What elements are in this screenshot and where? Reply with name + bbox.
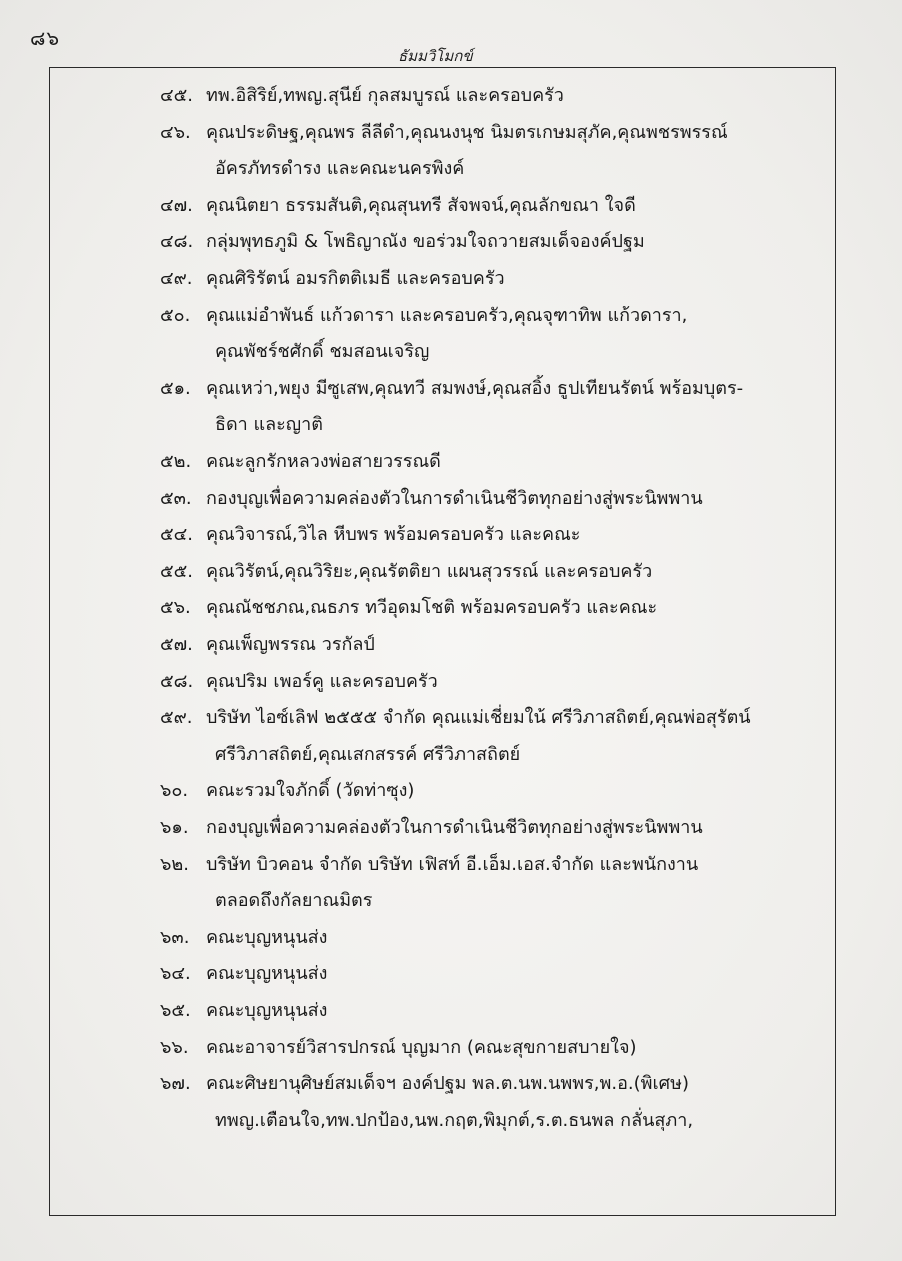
entry-text: คุณแม่อำพันธ์ แก้วดารา และครอบครัว,คุณจุฑาทิพ แก้วดารา,: [206, 305, 688, 326]
entry-text: อัครภัทรดำรง และคณะนครพิงค์: [215, 158, 465, 179]
list-item: [160, 523, 580, 547]
entry-text: คณะรวมใจภักดิ์ (วัดท่าซุง): [206, 780, 415, 801]
list-item: [160, 706, 751, 730]
list-item: [160, 487, 703, 511]
list-item: [160, 962, 327, 986]
list-item: [160, 84, 564, 108]
entry-text: กลุ่มพุทธภูมิ & โพธิญาณัง ขอร่วมใจถวายสมเด็จองค์ปฐม: [206, 231, 645, 252]
entry-number: ๕๒.: [160, 451, 192, 472]
list-item: [160, 596, 657, 620]
entry-number: ๖๒.: [160, 854, 190, 875]
list-item: [160, 194, 636, 218]
entry-text: คุณวิรัตน์,คุณวิริยะ,คุณรัตติยา แผนสุวรรณ์ และครอบครัว: [206, 561, 653, 582]
list-item: [160, 999, 327, 1023]
entry-text: กองบุญเพื่อความคล่องตัวในการดำเนินชีวิตทุกอย่างสู่พระนิพพาน: [206, 817, 703, 838]
entry-number: ๔๗.: [160, 195, 193, 216]
entry-number: ๕๗.: [160, 634, 193, 655]
entry-number: ๖๔.: [160, 963, 191, 984]
list-item: [160, 304, 687, 328]
entry-number: ๕๕.: [160, 561, 193, 582]
entry-number: ๔๕.: [160, 85, 193, 106]
page-number: ๘๖: [30, 26, 61, 50]
entry-text: คณะลูกรักหลวงพ่อสายวรรณดี: [206, 451, 441, 472]
entry-number: ๕๔.: [160, 524, 193, 545]
entry-number: ๕๖.: [160, 597, 191, 618]
list-item: [160, 853, 698, 877]
list-item: [160, 121, 728, 145]
list-item: [160, 779, 414, 803]
list-item: [160, 377, 743, 401]
entry-number: ๕๘.: [160, 671, 194, 692]
entry-number: ๖๕.: [160, 1000, 191, 1021]
list-item: [160, 926, 327, 950]
entry-number: ๖๓.: [160, 927, 190, 948]
entry-number: ๔๖.: [160, 122, 191, 143]
list-item: [160, 450, 441, 474]
entry-number: ๖๖.: [160, 1037, 189, 1058]
entry-text: คุณประดิษฐ,คุณพร ลีลีดำ,คุณนงนุช นิมตรเกษมสุภัค,คุณพชรพรรณ์: [206, 122, 728, 143]
entry-text: คณะบุญหนุนส่ง: [206, 1000, 328, 1021]
entry-text: ตลอดถึงกัลยาณมิตร: [215, 890, 373, 911]
entry-number: ๖๐.: [160, 780, 189, 801]
list-item: [160, 816, 703, 840]
running-title: ธัมมวิโมกข์: [398, 47, 473, 65]
entry-number: ๕๑.: [160, 378, 191, 399]
entry-text: กองบุญเพื่อความคล่องตัวในการดำเนินชีวิตทุกอย่างสู่พระนิพพาน: [206, 488, 703, 509]
entry-text: ศรีวิภาสถิตย์,คุณเสกสรรค์ ศรีวิภาสถิตย์: [215, 744, 521, 765]
entry-number: ๔๘.: [160, 231, 194, 252]
entry-text: คุณณัชชภณ,ณธภร ทวีอุดมโชติ พร้อมครอบครัว และคณะ: [206, 597, 658, 618]
list-item-continuation: [215, 889, 372, 913]
entry-text: คุณศิริรัตน์ อมรกิตติเมธี และครอบครัว: [206, 268, 505, 289]
entry-number: ๕๙.: [160, 707, 193, 728]
list-item: [160, 633, 375, 657]
list-item-continuation: [215, 743, 520, 767]
entry-text: บริษัท บิวคอน จำกัด บริษัท เฟิสท์ อี.เอ็ม.เอส.จำกัด และพนักงาน: [206, 854, 699, 875]
entry-text: คณะบุญหนุนส่ง: [206, 927, 328, 948]
list-item: [160, 560, 652, 584]
entry-text: คุณปริม เพอร์คู และครอบครัว: [206, 671, 438, 692]
entry-text: คุณพัชร์ชศักดิ์ ชมสอนเจริญ: [215, 341, 430, 362]
list-item: [160, 1036, 637, 1060]
entry-number: ๕๓.: [160, 488, 192, 509]
entry-text: ทพญ.เตือนใจ,ทพ.ปกป้อง,นพ.กฤต,พิมุกต์,ร.ต.ธนพล กลั่นสุภา,: [215, 1110, 694, 1131]
entry-number: ๕๐.: [160, 305, 191, 326]
list-item-continuation: [215, 340, 429, 364]
entry-text: คุณเหว่า,พยุง มีซูเสพ,คุณทวี สมพงษ์,คุณสอิ้ง ธูปเทียนรัตน์ พร้อมบุตร-: [206, 378, 744, 399]
list-item: [160, 1072, 689, 1096]
entry-number: ๖๗.: [160, 1073, 191, 1094]
entry-text: คุณนิตยา ธรรมสันติ,คุณสุนทรี สัจพจน์,คุณลักขณา ใจดี: [206, 195, 636, 216]
list-item-continuation: [215, 1109, 693, 1133]
list-item: [160, 230, 645, 254]
entry-text: คณะศิษยานุศิษย์สมเด็จฯ องค์ปฐม พล.ต.นพ.นพพร,พ.อ.(พิเศษ): [206, 1073, 689, 1094]
entry-text: ธิดา และญาติ: [215, 414, 323, 435]
list-item: [160, 267, 505, 291]
entry-number: ๔๙.: [160, 268, 193, 289]
entry-text: บริษัท ไอซ์เลิฟ ๒๕๕๕ จำกัด คุณแม่เชี่ยมใน้ ศรีวิภาสถิตย์,คุณพ่อสุรัตน์: [206, 707, 751, 728]
entry-text: คณะอาจารย์วิสารปกรณ์ บุญมาก (คณะสุขกายสบายใจ): [206, 1037, 637, 1058]
entry-text: คุณเพ็ญพรรณ วรกัลป์: [206, 634, 375, 655]
list-item-continuation: [215, 413, 323, 437]
list-item-continuation: [215, 157, 464, 181]
list-item: [160, 670, 438, 694]
entry-text: ทพ.อิสิริย์,ทพญ.สุนีย์ กุลสมบูรณ์ และครอบครัว: [206, 85, 564, 106]
entry-text: คณะบุญหนุนส่ง: [206, 963, 328, 984]
entry-number: ๖๑.: [160, 817, 189, 838]
entry-text: คุณวิจารณ์,วิไล หีบพร พร้อมครอบครัว และคณะ: [206, 524, 581, 545]
